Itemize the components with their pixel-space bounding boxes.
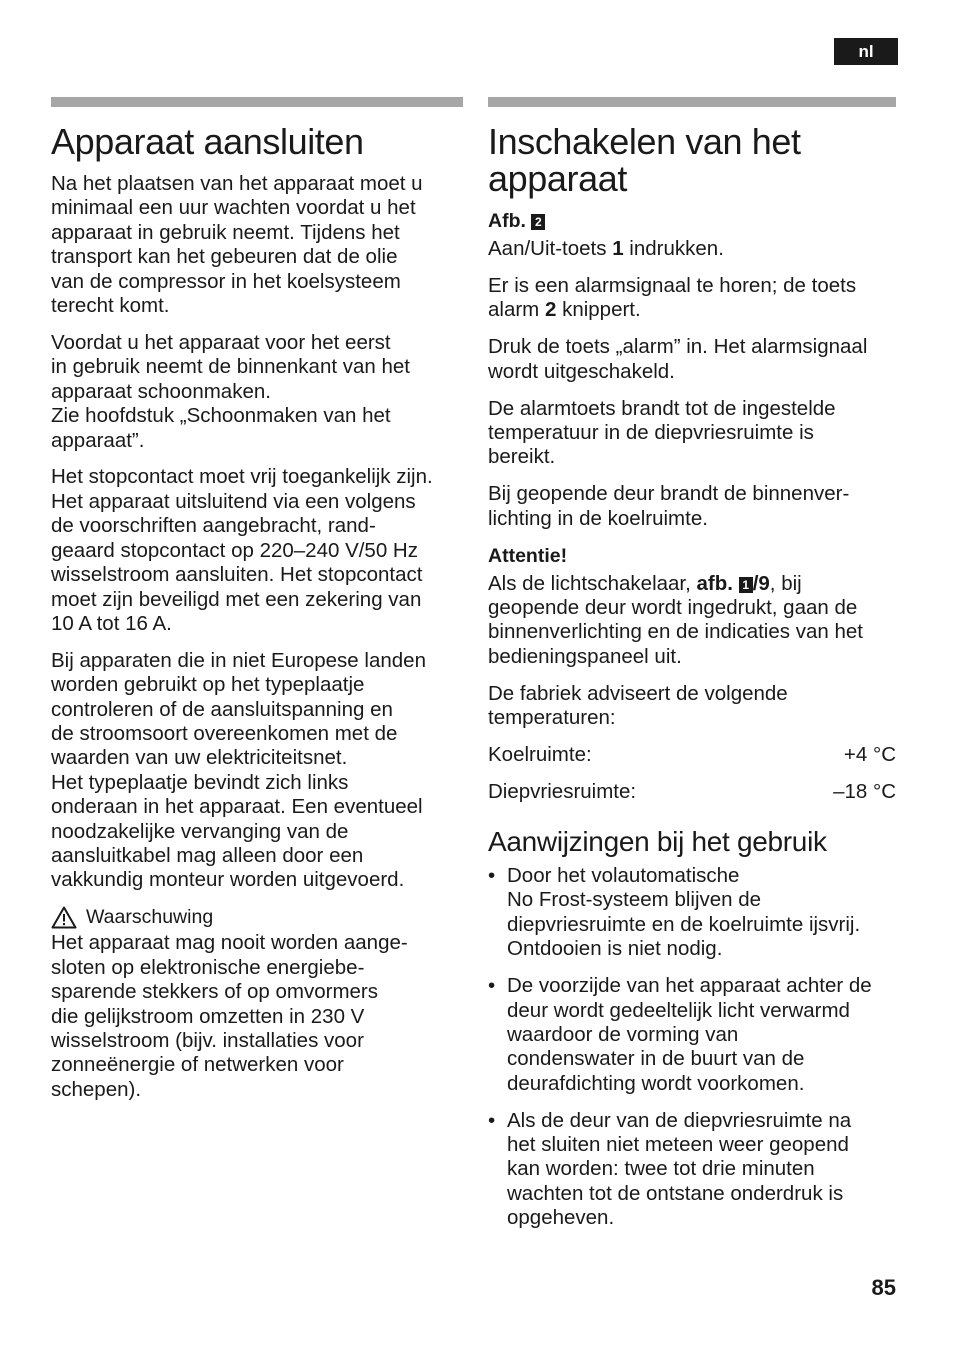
paragraph: Het stopcontact moet vrij toegankelijk zijn. Het apparaat uitsluitend via een volgens de voorschriften aangebracht, rand- geaard stopcontact op 220–240 V/50 Hz wisselstroom aansluiten. Het stopcontact moet zijn beveiligd met een zekering van 10 A tot 16 A. — [51, 465, 433, 635]
language-tab: nl — [834, 38, 898, 65]
section-title: Apparaat aansluiten — [51, 121, 364, 162]
paragraph: Na het plaatsen van het apparaat moet u minimaal een uur wachten voordat u het apparaat in gebruik neemt. Tijdens het transport kan het gebeuren dat de olie van de compressor in het koelsysteem terecht komt. — [51, 172, 423, 318]
temperature-value: +4 °C — [843, 743, 896, 766]
warning-heading — [51, 905, 463, 929]
temperatures-intro: De fabriek adviseert de volgende temperaturen: — [488, 681, 788, 730]
section-apparaat-aansluiten — [51, 97, 463, 1115]
attention-text: Als de lichtschakelaar, afb. 1 /9, bij geopende deur wordt ingedrukt, gaan de binnenverlichting en de indicaties van het bedieningspaneel uit. — [488, 571, 863, 668]
warning-label: Waarschuwing — [86, 906, 214, 929]
paragraph: Druk de toets „alarm” in. Het alarmsignaal wordt uitgeschakeld. — [488, 335, 868, 383]
figure-number-badge: 2 — [531, 214, 545, 230]
figure-reference — [488, 209, 896, 233]
list-item: • Als de deur van de diepvriesruimte na het sluiten niet meteen weer geopend kan worden: twee tot drie minuten wachten tot de ontstane onderdruk is opgeheven. — [488, 1108, 852, 1230]
paragraph: De alarmtoets brandt tot de ingestelde temperatuur in de diepvriesruimte is bereikt. — [488, 396, 836, 469]
section-rule — [488, 97, 896, 107]
bullet: • — [488, 974, 496, 998]
page-number: 85 — [871, 1275, 896, 1300]
warning-text: Het apparaat mag nooit worden aange- sloten op elektronische energiebe- sparende stekkers of op omvormers die gelijkstroom omzetten in 230 V wisselstroom (bijv. installaties voor zonneënergie of netwerken voor schepen). — [51, 931, 408, 1101]
bullet: • — [488, 1108, 496, 1132]
paragraph: Voordat u het apparaat voor het eerst in gebruik neemt de binnenkant van het apparaat schoonmaken. Zie hoofdstuk „Schoonmaken van het apparaat”. — [51, 330, 411, 452]
temperature-value: –18 °C — [833, 780, 896, 803]
section-title: Inschakelen van het apparaat — [488, 121, 801, 199]
temperature-row — [488, 743, 896, 767]
figure-number-badge: 1 — [739, 577, 753, 593]
usage-list — [488, 864, 896, 1231]
list-item: • De voorzijde van het apparaat achter de deur wordt gedeeltelijk licht verwarmd waardoor de vorming van condenswater in de buurt van de deurafdichting wordt voorkomen. — [488, 974, 872, 1095]
warning-triangle-icon — [51, 906, 77, 929]
temperature-label: Diepvriesruimte: — [488, 780, 637, 803]
list-item: • Door het volautomatische No Frost-systeem blijven de diepvriesruimte en de koelruimte ijsvrij. Ontdooien is niet nodig. — [488, 864, 861, 961]
paragraph: Bij apparaten die in niet Europese landen worden gebruikt op het typeplaatje controleren of de aansluitspanning en de stroomsoort overeenkomen met de waarden van uw elektriciteitsnet. Het typeplaatje bevindt zich links onderaan in het apparaat. Een eventueel noodzakelijke vervanging van de aansluitkabel mag alleen door een vakkundig monteur worden uitgevoerd. — [51, 648, 426, 892]
step-power-on: Aan/Uit-toets 1 indrukken. — [488, 237, 724, 260]
step-alarm: Er is een alarmsignaal te horen; de toets alarm 2 knippert. — [488, 273, 857, 322]
attention-heading: Attentie! — [488, 544, 568, 567]
section-inschakelen — [488, 97, 896, 1243]
section-rule — [51, 97, 463, 107]
figure-label: Afb. — [488, 210, 526, 232]
bullet: • — [488, 864, 496, 887]
paragraph: Bij geopende deur brandt de binnenver- lichting in de koelruimte. — [488, 482, 850, 530]
temperature-label: Koelruimte: — [488, 743, 592, 766]
temperature-row — [488, 780, 896, 804]
subsection-title: Aanwijzingen bij het gebruik — [488, 826, 827, 857]
